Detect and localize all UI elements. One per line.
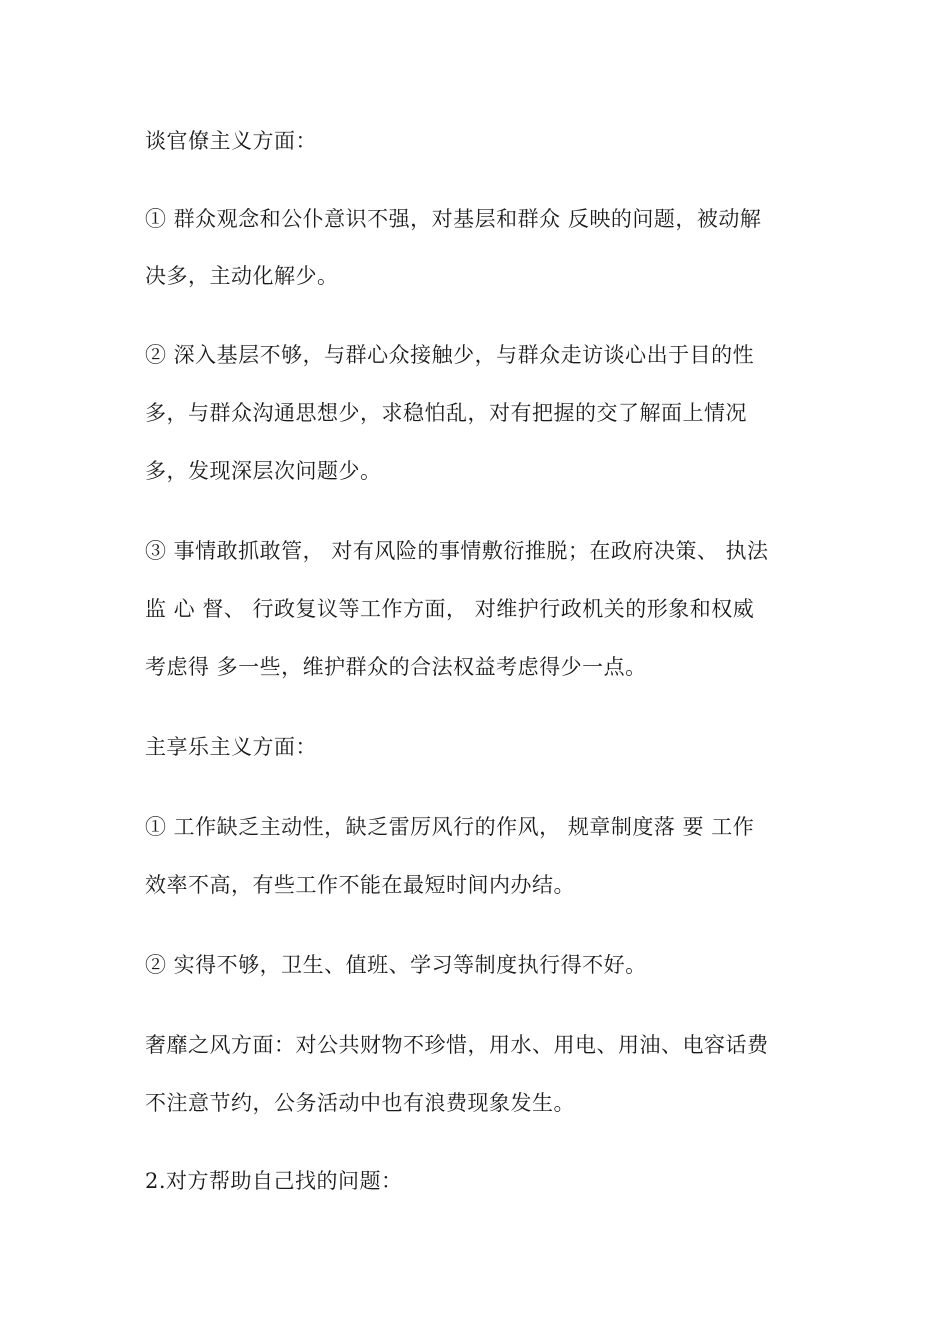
paragraph-line: 监 心 督、 行政复议等工作方面， 对维护行政机关的形象和权威 [145, 597, 755, 621]
paragraph-line: 效率不高，有些工作不能在最短时间内办结。 [145, 873, 575, 897]
paragraph-line: 多，发现深层次问题少。 [145, 459, 382, 483]
paragraph-line: 不注意节约，公务活动中也有浪费现象发生。 [145, 1091, 575, 1115]
paragraph-line: 考虑得 多一些，维护群众的合法权益考虑得少一点。 [145, 655, 647, 679]
paragraph-line: ① 工作缺乏主动性，缺乏雷厉风行的作风， 规章制度落 要 工作 [145, 815, 755, 839]
section-heading-problems-found: 2.对方帮助自己找的问题： [145, 1169, 403, 1193]
section-heading-bureaucracy: 谈官僚主义方面： [145, 129, 317, 153]
paragraph-line: 决多，主动化解少。 [145, 264, 339, 288]
section-heading-hedonism: 主享乐主义方面： [145, 735, 317, 759]
paragraph-line: ① 群众观念和公仆意识不强，对基层和群众 反映的问题，被动解 [145, 207, 762, 231]
paragraph-line: 奢靡之风方面：对公共财物不珍惜，用水、用电、用油、电容话费 [145, 1033, 769, 1057]
paragraph-line: ② 实得不够，卫生、值班、学习等制度执行得不好。 [145, 953, 647, 977]
paragraph-line: 多，与群众沟通思想少，求稳怕乱，对有把握的交了解面上情况 [145, 401, 747, 425]
paragraph-line: ③ 事情敢抓敢管， 对有风险的事情敷衍推脱；在政府决策、 执法 [145, 539, 769, 563]
paragraph-line: ② 深入基层不够，与群心众接触少，与群众走访谈心出于目的性 [145, 343, 755, 367]
